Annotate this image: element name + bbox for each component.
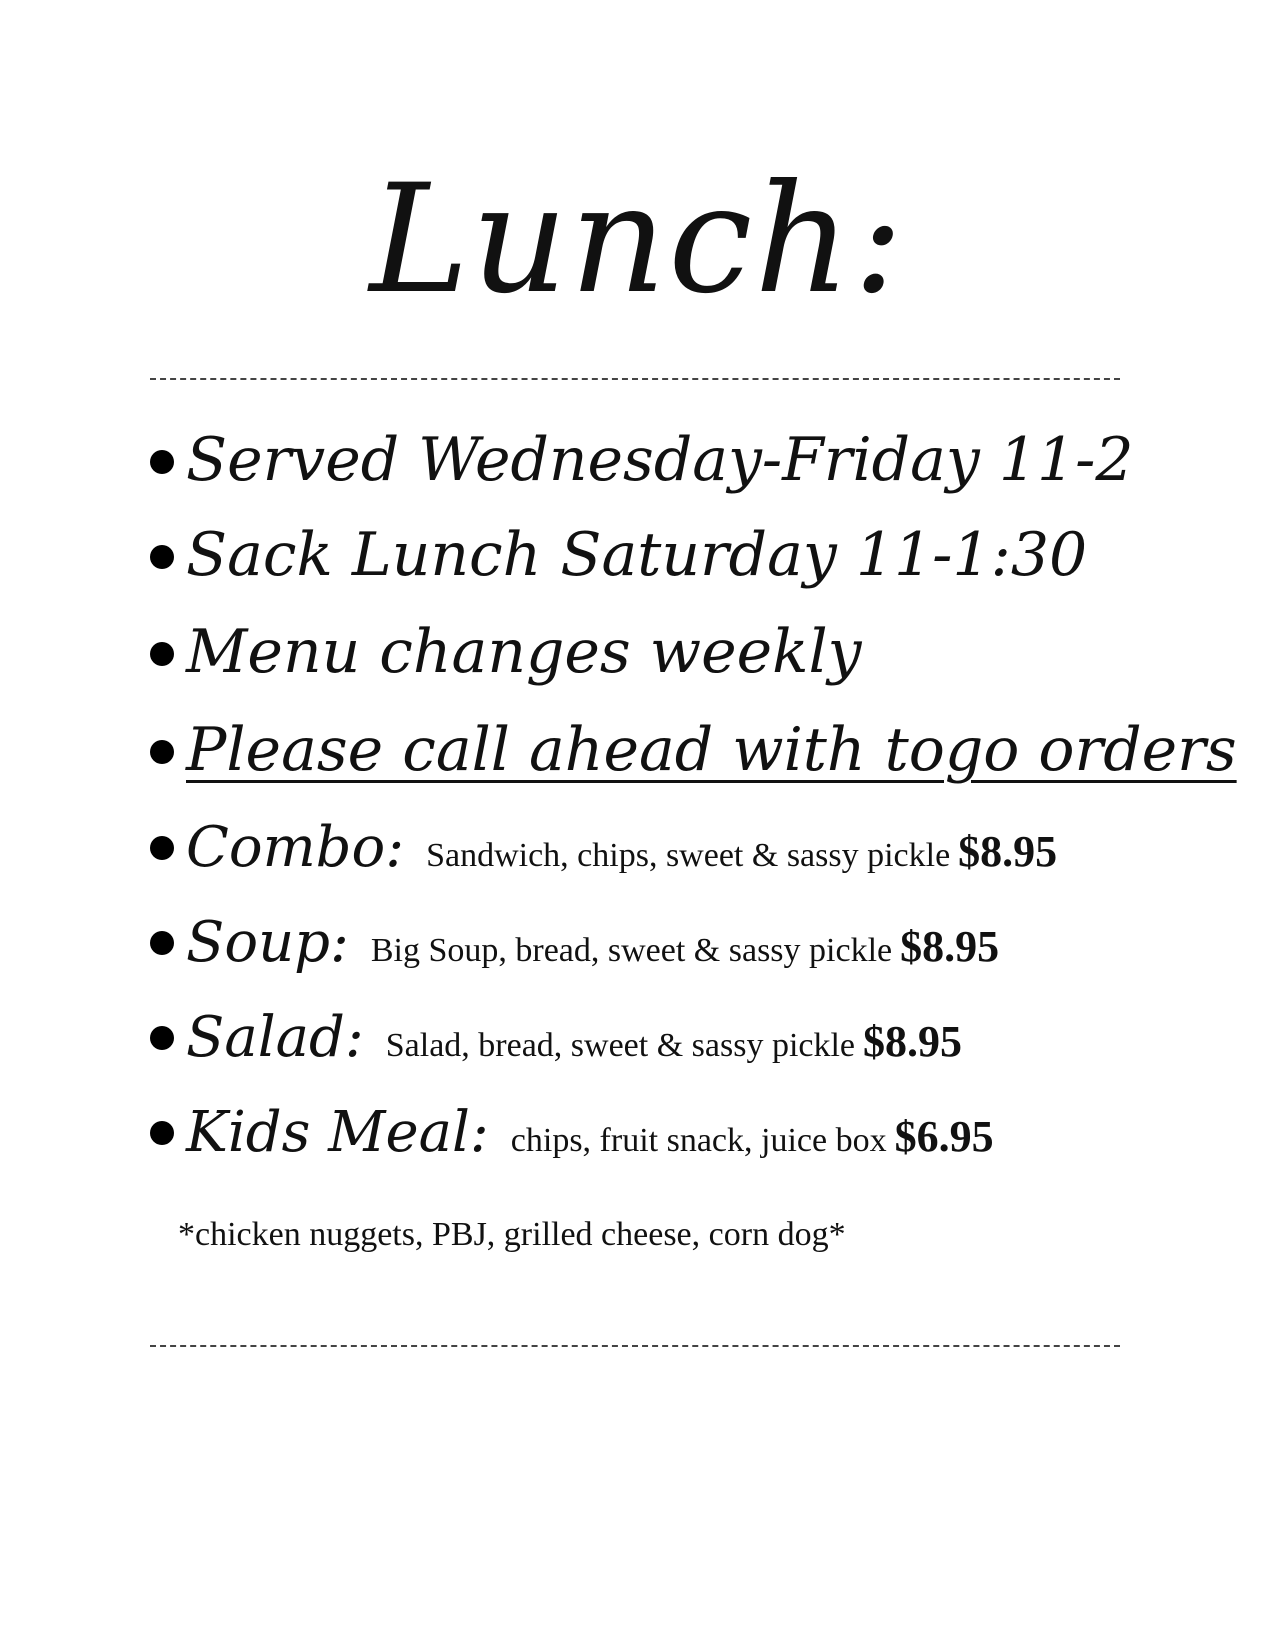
menu-item-price: $6.95 (894, 1112, 994, 1161)
info-togo-text: Please call ahead with togo orders (186, 715, 1237, 785)
info-hours-text: Served Wednesday-Friday 11-2 (186, 425, 1134, 495)
info-sack-lunch-text: Sack Lunch Saturday 11-1:30 (186, 520, 1088, 590)
menu-item-label: Soup: (186, 910, 349, 975)
menu-item-price: $8.95 (900, 922, 1000, 971)
bullet-icon (150, 642, 174, 666)
menu-item-label: Kids Meal: (186, 1100, 489, 1165)
menu-item-description: chips, fruit snack, juice box (510, 1122, 887, 1159)
bullet-icon (150, 740, 174, 764)
info-item-menu-changes (150, 617, 862, 687)
menu-item-description: Sandwich, chips, sweet & sassy pickle (426, 837, 951, 874)
menu-item-salad (150, 1005, 962, 1070)
bullet-icon (150, 450, 174, 474)
page-title: Lunch: (369, 153, 906, 327)
bullet-icon (150, 836, 174, 860)
bullet-icon (150, 1121, 174, 1145)
bottom-divider (150, 1345, 1120, 1347)
kids-meal-options-note: *chicken nuggets, PBJ, grilled cheese, corn dog* (178, 1216, 846, 1253)
menu-item-price: $8.95 (863, 1017, 963, 1066)
info-item-hours (150, 425, 1134, 495)
info-menu-changes-text: Menu changes weekly (186, 617, 862, 687)
menu-item-soup (150, 910, 999, 975)
menu-item-label: Salad: (186, 1005, 364, 1070)
menu-item-label: Combo: (186, 815, 405, 880)
menu-item-description: Salad, bread, sweet & sassy pickle (385, 1027, 856, 1064)
top-divider (150, 378, 1120, 380)
menu-item-combo (150, 815, 1057, 880)
bullet-icon (150, 931, 174, 955)
info-item-togo (150, 715, 1237, 785)
info-item-sack-lunch (150, 520, 1087, 590)
bullet-icon (150, 545, 174, 569)
bullet-icon (150, 1026, 174, 1050)
menu-item-kids-meal (150, 1100, 994, 1165)
menu-item-description: Big Soup, bread, sweet & sassy pickle (370, 932, 893, 969)
menu-item-price: $8.95 (958, 827, 1058, 876)
